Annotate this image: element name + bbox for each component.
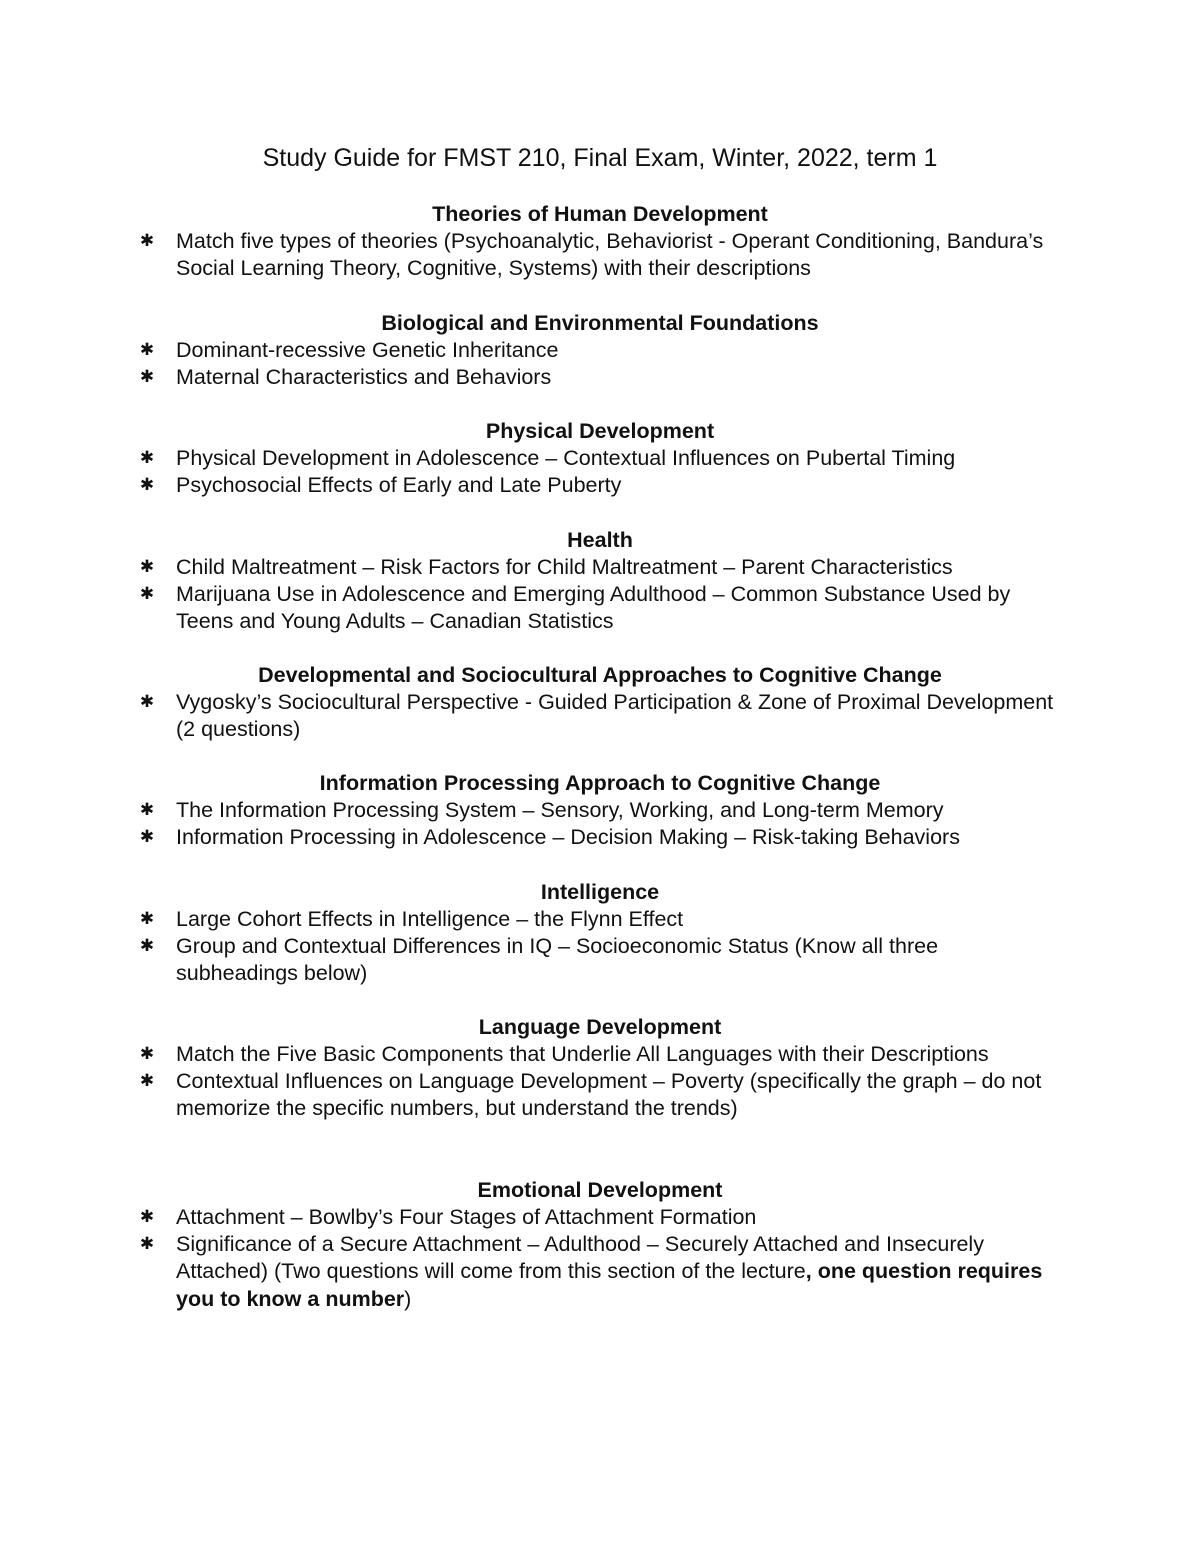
asterisk-bullet-icon: ✱ bbox=[139, 557, 155, 577]
asterisk-bullet-icon: ✱ bbox=[139, 909, 155, 929]
asterisk-bullet-icon: ✱ bbox=[139, 692, 155, 712]
bullet-list bbox=[0, 1041, 1200, 1123]
list-item bbox=[0, 364, 1200, 391]
item-bold-emphasis: , one question requires you to know a number bbox=[176, 1259, 1043, 1311]
asterisk-bullet-icon: ✱ bbox=[139, 448, 155, 468]
section-biological bbox=[0, 310, 1200, 391]
item-text: Dominant-recessive Genetic Inheritance bbox=[176, 338, 559, 362]
bullet-list bbox=[0, 228, 1200, 282]
asterisk-bullet-icon: ✱ bbox=[139, 340, 155, 360]
document-title: Study Guide for FMST 210, Final Exam, Winter, 2022, term 1 bbox=[262, 144, 938, 172]
item-text: The Information Processing System – Sensory, Working, and Long-term Memory bbox=[176, 798, 944, 822]
item-text: Child Maltreatment – Risk Factors for Child Maltreatment – Parent Characteristics bbox=[176, 555, 953, 579]
list-item bbox=[0, 1231, 1200, 1313]
section-information-processing bbox=[0, 770, 1200, 851]
asterisk-bullet-icon: ✱ bbox=[139, 367, 155, 388]
list-item bbox=[0, 689, 1200, 743]
list-item bbox=[0, 554, 1200, 581]
item-text: Match five types of theories (Psychoanalytic, Behaviorist - Operant Conditioning, Bandura’s Social Learning Theory, Cognitive, Systems) with their descriptions bbox=[176, 229, 1044, 281]
asterisk-bullet-icon: ✱ bbox=[139, 1044, 155, 1064]
section-heading: Physical Development bbox=[485, 419, 715, 443]
list-item bbox=[0, 1041, 1200, 1068]
list-item bbox=[0, 933, 1200, 987]
section-language bbox=[0, 1014, 1200, 1123]
bullet-list bbox=[0, 1204, 1200, 1313]
list-item bbox=[0, 906, 1200, 933]
section-heading: Information Processing Approach to Cognitive Change bbox=[319, 771, 881, 795]
section-heading: Theories of Human Development bbox=[432, 202, 768, 226]
list-item bbox=[0, 824, 1200, 851]
item-text: Match the Five Basic Components that Underlie All Languages with their Descriptions bbox=[176, 1042, 989, 1066]
item-text-tail: ) bbox=[404, 1286, 412, 1311]
list-item bbox=[0, 228, 1200, 282]
asterisk-bullet-icon: ✱ bbox=[139, 800, 155, 820]
asterisk-bullet-icon: ✱ bbox=[139, 827, 155, 848]
item-text: Contextual Influences on Language Development – Poverty (specifically the graph – do not memorize the specific numbers, but understand the trends) bbox=[176, 1069, 1042, 1121]
bullet-list bbox=[0, 689, 1200, 743]
asterisk-bullet-icon: ✱ bbox=[139, 936, 155, 957]
section-sociocultural bbox=[0, 662, 1200, 743]
bullet-list bbox=[0, 554, 1200, 636]
list-item bbox=[0, 581, 1200, 635]
item-text: Psychosocial Effects of Early and Late Puberty bbox=[176, 473, 622, 498]
item-text: Vygosky’s Sociocultural Perspective - Guided Participation & Zone of Proximal Development (2 questions) bbox=[176, 690, 1054, 742]
asterisk-bullet-icon: ✱ bbox=[139, 1234, 155, 1255]
list-item bbox=[0, 337, 1200, 364]
item-text: Group and Contextual Differences in IQ – Socioeconomic Status (Know all three subheadings below) bbox=[176, 934, 939, 986]
item-text: Information Processing in Adolescence – Decision Making – Risk-taking Behaviors bbox=[176, 825, 960, 850]
item-text: Large Cohort Effects in Intelligence – the Flynn Effect bbox=[176, 907, 684, 931]
asterisk-bullet-icon: ✱ bbox=[139, 1207, 155, 1227]
section-heading: Language Development bbox=[478, 1015, 722, 1039]
list-item bbox=[0, 472, 1200, 499]
bullet-list bbox=[0, 337, 1200, 391]
asterisk-bullet-icon: ✱ bbox=[139, 231, 155, 251]
asterisk-bullet-icon: ✱ bbox=[139, 584, 155, 605]
item-text: Physical Development in Adolescence – Contextual Influences on Pubertal Timing bbox=[176, 446, 956, 470]
item-text: Marijuana Use in Adolescence and Emerging Adulthood – Common Substance Used by Teens and Young Adults – Canadian Statistics bbox=[176, 582, 1011, 634]
bullet-list bbox=[0, 445, 1200, 499]
section-emotional bbox=[0, 1177, 1200, 1313]
section-heading: Emotional Development bbox=[477, 1178, 723, 1202]
list-item bbox=[0, 797, 1200, 824]
asterisk-bullet-icon: ✱ bbox=[139, 1071, 155, 1092]
item-text: Significance of a Secure Attachment – Adulthood – Securely Attached and Insecurely Attached) (Two questions will come from this section of the lecture bbox=[176, 1232, 984, 1284]
section-heading: Biological and Environmental Foundations bbox=[381, 311, 819, 335]
bullet-list bbox=[0, 906, 1200, 988]
section-health bbox=[0, 527, 1200, 636]
list-item bbox=[0, 1068, 1200, 1122]
section-heading: Developmental and Sociocultural Approaches to Cognitive Change bbox=[258, 663, 942, 687]
list-item bbox=[0, 1204, 1200, 1231]
section-theories bbox=[0, 201, 1200, 282]
section-physical bbox=[0, 418, 1200, 499]
item-text: Attachment – Bowlby’s Four Stages of Attachment Formation bbox=[176, 1205, 757, 1229]
list-item bbox=[0, 445, 1200, 472]
item-text: Maternal Characteristics and Behaviors bbox=[176, 365, 552, 390]
bullet-list bbox=[0, 797, 1200, 851]
section-heading: Intelligence bbox=[540, 880, 660, 904]
section-heading: Health bbox=[567, 528, 633, 552]
asterisk-bullet-icon: ✱ bbox=[139, 475, 155, 496]
section-intelligence bbox=[0, 879, 1200, 988]
